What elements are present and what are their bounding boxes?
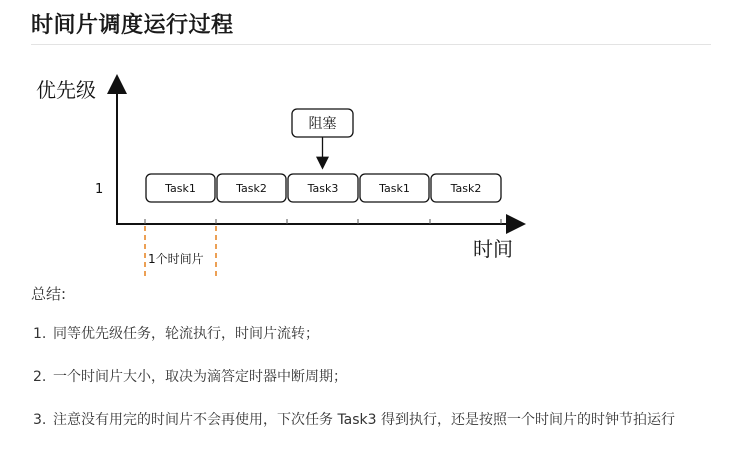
list-item-text: 同等优先级任务，轮流执行，时间片流转； bbox=[53, 326, 319, 342]
task-label: Task2 bbox=[236, 182, 267, 195]
list-item-text: 注意没有用完的时间片不会再使用，下次任务 Task3 得到执行，还是按照一个时间片的时钟节拍运行 bbox=[53, 412, 676, 428]
list-item bbox=[33, 323, 723, 345]
x-axis-label: 时间 bbox=[473, 237, 513, 261]
task-label: Task1 bbox=[165, 182, 196, 195]
list-item bbox=[33, 366, 723, 388]
list-item bbox=[33, 409, 723, 431]
task-box bbox=[217, 174, 286, 202]
task-label: Task1 bbox=[379, 182, 410, 195]
page-title: 时间片调度运行过程 bbox=[31, 13, 234, 38]
blocked-label: 阻塞 bbox=[308, 116, 337, 132]
task-box bbox=[146, 174, 215, 202]
summary-heading: 总结: bbox=[31, 285, 67, 303]
list-item-number: 3. bbox=[33, 412, 47, 428]
task-label: Task3 bbox=[307, 182, 339, 195]
list-item-number: 1. bbox=[33, 326, 47, 342]
list-item-text: 一个时间片大小，取决为滴答定时器中断周期； bbox=[53, 369, 347, 385]
y-axis-label: 优先级 bbox=[36, 78, 96, 102]
list-item-number: 2. bbox=[33, 369, 47, 385]
summary-list bbox=[33, 323, 723, 452]
task-box bbox=[360, 174, 429, 202]
task-box bbox=[288, 174, 358, 202]
priority-value: 1 bbox=[95, 182, 104, 197]
task-box bbox=[431, 174, 501, 202]
blocked-callout bbox=[292, 109, 353, 167]
time-slice-label: 1个时间片 bbox=[148, 252, 204, 266]
task-label: Task2 bbox=[450, 182, 482, 195]
